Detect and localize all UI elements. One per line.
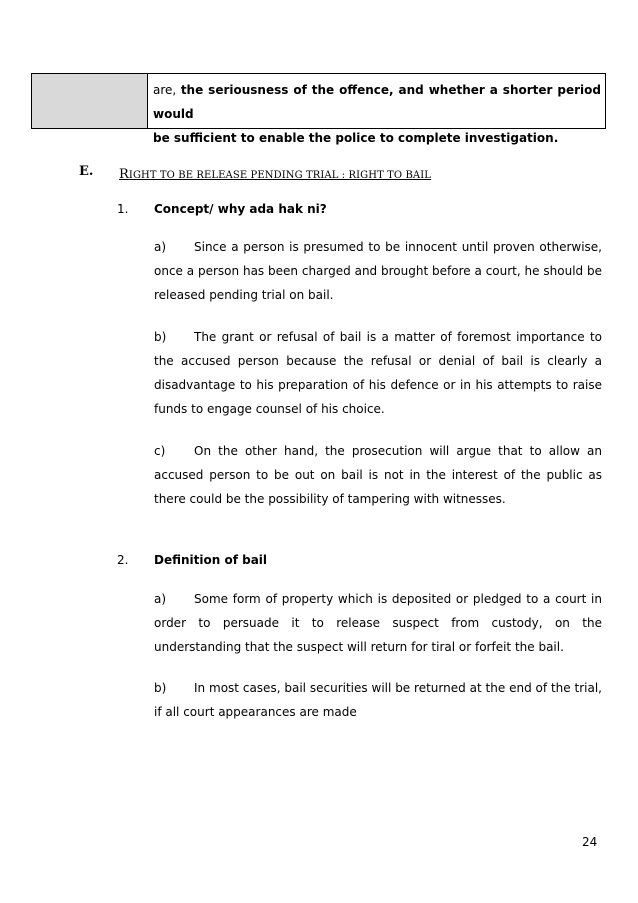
item1-para-a	[154, 235, 602, 307]
table-line2-bold: be sufficient to enable the police to complete investigation.	[153, 131, 559, 145]
table-text-cell	[148, 74, 605, 145]
para-label: a)	[154, 592, 167, 606]
section-letter: E.	[79, 164, 94, 179]
continuation-table	[31, 73, 606, 145]
item2-para-a	[154, 587, 602, 659]
item1-para-b	[154, 325, 602, 421]
table-line1-plain: are,	[153, 83, 181, 97]
item1-title: Concept/ why ada hak ni?	[154, 202, 327, 216]
table-line1-bold: the seriousness of the offence, and whether a shorter period would	[153, 83, 601, 121]
para-text: The grant or refusal of bail is a matter of foremost importance to the accused person because the refusal or denial of bail is clearly a disadvantage to his preparation of his defence or in his attempts to raise funds to engage counsel of his choice.	[154, 330, 602, 416]
para-label: c)	[154, 444, 166, 458]
table-shaded-cell	[32, 74, 148, 128]
para-label: b)	[154, 330, 167, 344]
para-text: Since a person is presumed to be innocent until proven otherwise, once a person has been charged and brought before a court, he should be released pending trial on bail.	[154, 240, 602, 302]
para-text: Some form of property which is deposited or pledged to a court in order to persuade it to release suspect from custody, on the understanding that the suspect will return for tiral or forfeit the bail.	[154, 592, 602, 654]
para-label: b)	[154, 681, 167, 695]
item2-title: Definition of bail	[154, 553, 268, 567]
para-text: On the other hand, the prosecution will argue that to allow an accused person to be out on bail is not in the interest of the public as there could be the possibility of tampering with witnesses.	[154, 444, 602, 506]
item2-number: 2.	[117, 553, 129, 567]
section-heading	[119, 167, 431, 182]
para-label: a)	[154, 240, 167, 254]
para-text: In most cases, bail securities will be returned at the end of the trial, if all court appearances are made	[154, 681, 602, 719]
page-number: 24	[582, 835, 598, 849]
item1-number: 1.	[117, 202, 129, 216]
section-heading-initial: R	[119, 167, 129, 182]
item2-para-b	[154, 676, 602, 724]
section-heading-rest: IGHT TO BE RELEASE PENDING TRIAL : RIGHT TO BAIL	[128, 170, 432, 181]
item1-para-c	[154, 439, 602, 511]
